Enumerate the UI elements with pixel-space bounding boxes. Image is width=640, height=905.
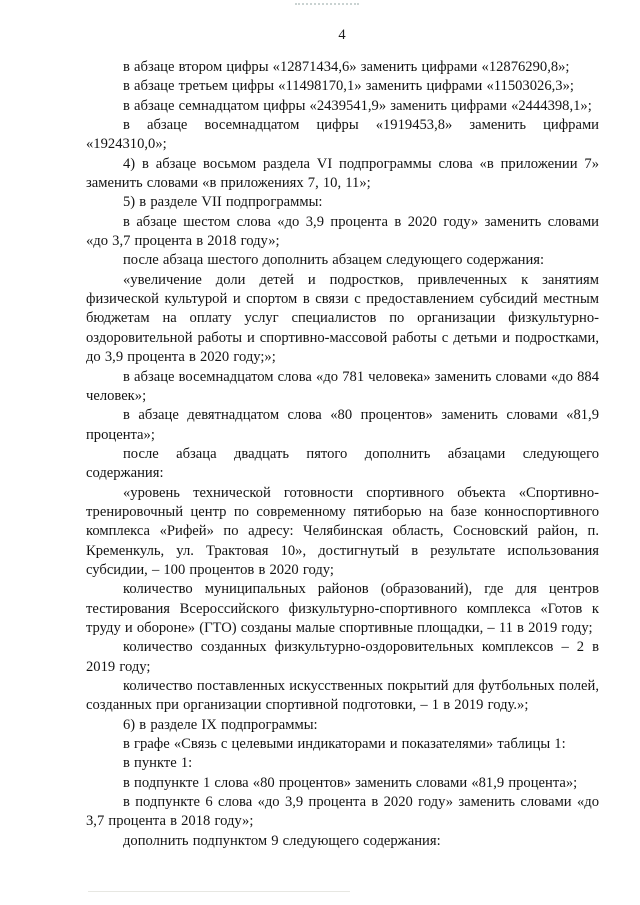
paragraph: в графе «Связь с целевыми индикаторами и показателями» таблицы 1: <box>123 736 566 753</box>
scan-artifact-top <box>295 3 359 5</box>
paragraph: в подпункте 1 слова «80 процентов» заменить словами «81,9 процента»; <box>123 774 578 791</box>
paragraph: в пункте 1: <box>123 755 193 772</box>
paragraph: дополнить подпунктом 9 следующего содержания: <box>123 832 441 849</box>
paragraph: в подпункте 6 слова «до 3,9 процента в 2020 году» заменить словами «до 3,7 процента в 2018 году»; <box>86 794 599 830</box>
paragraph: количество муниципальных районов (образований), где для центров тестирования Всероссийского физкультурно-спортивного комплекса «Готов к труду и обороне» (ГТО) созданы малые спортивные площадки, – 11 в 2019 году; <box>86 581 599 636</box>
paragraph: количество поставленных искусственных покрытий для футбольных полей, созданных при организации спортивной подготовки, – 1 в 2019 году.»; <box>86 678 599 714</box>
paragraph: в абзаце восемнадцатом цифры «1919453,8» заменить цифрами «1924310,0»; <box>86 117 599 153</box>
page-number: 4 <box>338 27 346 43</box>
paragraph: количество созданных физкультурно-оздоровительных комплексов – 2 в 2019 году; <box>86 639 599 675</box>
paragraph: 5) в разделе VII подпрограммы: <box>123 194 323 211</box>
paragraph: «уровень технической готовности спортивного объекта «Спортивно-тренировочный центр по современному пятиборью на базе конноспортивного комплекса «Рифей» по адресу: Челябинская область, Сосновский район, п. Кременкуль, ул. Трактовая 10», достигнутый в результате использования субсидии, – 100 процентов в 2020 году; <box>86 484 599 578</box>
paragraph: после абзаца двадцать пятого дополнить абзацами следующего содержания: <box>86 445 599 482</box>
paragraph: после абзаца шестого дополнить абзацем следующего содержания: <box>123 252 545 269</box>
document-body <box>86 58 599 851</box>
paragraph: в абзаце девятнадцатом слова «80 процентов» заменить словами «81,9 процента»; <box>86 407 599 443</box>
paragraph: в абзаце семнадцатом цифры «2439541,9» заменить цифрами «2444398,1»; <box>123 97 592 114</box>
paragraph: в абзаце третьем цифры «11498170,1» заменить цифрами «11503026,3»; <box>123 78 574 95</box>
paragraph: в абзаце шестом слова «до 3,9 процента в 2020 году» заменить словами «до 3,7 процента в 2018 году»; <box>86 213 599 250</box>
paragraph: в абзаце втором цифры «12871434,6» заменить цифрами «12876290,8»; <box>123 59 570 75</box>
scan-artifact-bottom <box>88 891 350 892</box>
paragraph: «увеличение доли детей и подростков, привлеченных к занятиям физической культурой и спортом в связи с предоставлением субсидий местным бюджетам на оплату услуг специалистов по организации физкультурно-оздоровительной работы и спортивно-массовой работы с детьми и подростками, до 3,9 процента в 2020 году;»; <box>86 271 599 366</box>
paragraph: 4) в абзаце восьмом раздела VI подпрограммы слова «в приложении 7» заменить словами «в приложениях 7, 10, 11»; <box>86 155 599 192</box>
paragraph: 6) в разделе IX подпрограммы: <box>123 716 318 733</box>
paragraph: в абзаце восемнадцатом слова «до 781 человека» заменить словами «до 884 человек»; <box>86 368 599 404</box>
